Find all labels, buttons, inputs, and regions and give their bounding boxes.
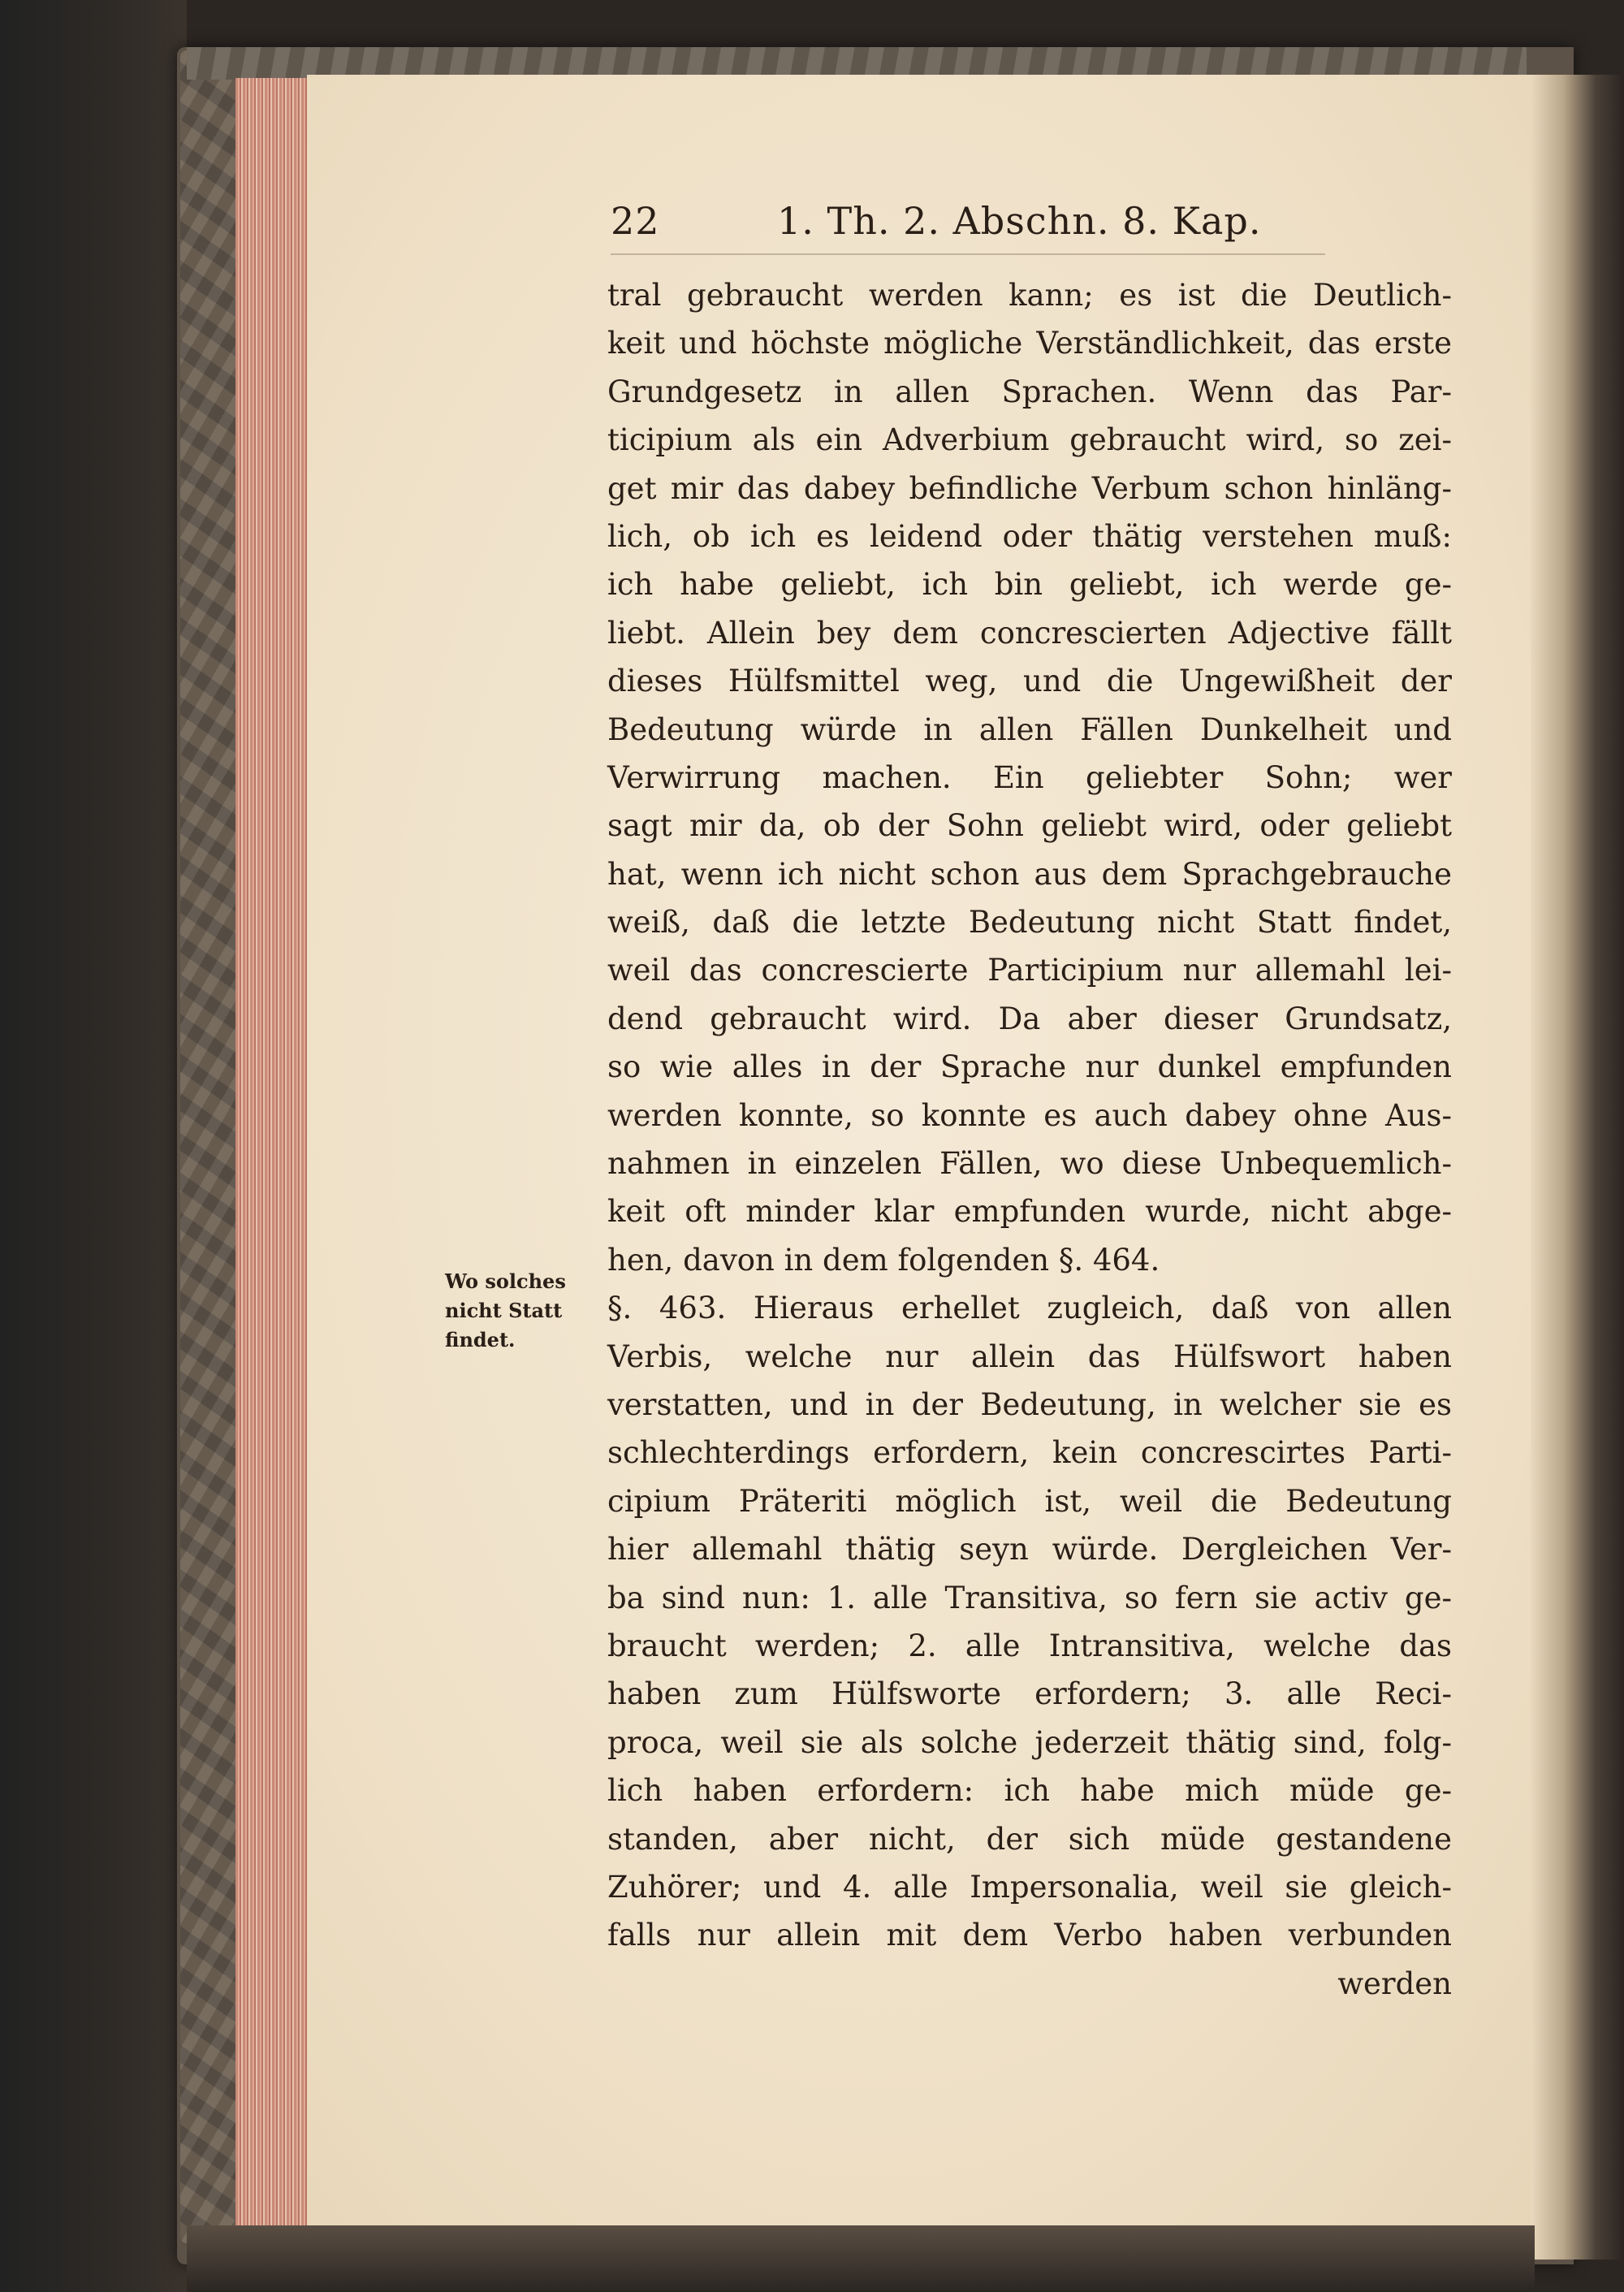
- margin-note: [445, 1267, 603, 1355]
- text-line: liebt. Allein bey dem concrescierten Adjective fällt: [607, 615, 1452, 651]
- text-line: hat, wenn ich nicht schon aus dem Sprachgebrauche: [607, 856, 1452, 892]
- running-head: 1. Th. 2. Abschn. 8. Kap.: [777, 199, 1262, 243]
- text-line: weil das concrescierte Participium nur allemahl lei-: [607, 953, 1452, 988]
- margin-note-line: Wo solches: [445, 1269, 566, 1293]
- page-number: 22: [611, 199, 660, 243]
- text-line: schlechterdings erfordern, kein concrescirtes Parti-: [607, 1435, 1452, 1471]
- text-line: lich haben erfordern: ich habe mich müde ge-: [607, 1773, 1452, 1809]
- book-gutter: [1531, 75, 1624, 2260]
- body-text: [607, 271, 1452, 2008]
- text-line: dieses Hülfsmittel weg, und die Ungewißheit der: [607, 664, 1452, 699]
- text-line: get mir das dabey befindliche Verbum schon hinläng-: [607, 470, 1452, 506]
- text-line: sagt mir da, ob der Sohn geliebt wird, oder geliebt: [607, 808, 1452, 844]
- text-line: keit oft minder klar empfunden wurde, nicht abge-: [607, 1194, 1452, 1230]
- text-line: §. 463. Hieraus erhellet zugleich, daß von allen: [607, 1291, 1452, 1326]
- page-edges: [235, 78, 309, 2230]
- text-line: tral gebraucht werden kann; es ist die Deutlich-: [607, 278, 1452, 313]
- text-line: proca, weil sie als solche jederzeit thätig sind, folg-: [607, 1724, 1452, 1760]
- text-line: weiß, daß die letzte Bedeutung nicht Statt findet,: [607, 905, 1452, 941]
- text-line: braucht werden; 2. alle Intransitiva, welche das: [607, 1628, 1452, 1663]
- marbled-cover-edge: [180, 50, 239, 2243]
- text-line: keit und höchste mögliche Verständlichkeit, das erste: [607, 326, 1452, 361]
- text-line: falls nur allein mit dem Verbo haben verbunden: [607, 1918, 1452, 1953]
- background: [0, 0, 187, 2292]
- text-line: dend gebraucht wird. Da aber dieser Grundsatz,: [607, 1001, 1452, 1036]
- page-header: [611, 199, 1423, 256]
- text-line: Verbis, welche nur allein das Hülfswort haben: [607, 1338, 1452, 1374]
- text-line: nahmen in einzelen Fällen, wo diese Unbequemlich-: [607, 1146, 1452, 1182]
- text-line: standen, aber nicht, der sich müde gestandene: [607, 1821, 1452, 1857]
- catchword: werden: [1337, 1965, 1452, 2001]
- text-line: haben zum Hülfsworte erfordern; 3. alle Reci-: [607, 1676, 1452, 1712]
- text-line: Verwirrung machen. Ein geliebter Sohn; wer: [607, 759, 1452, 795]
- margin-note-line: nicht Statt: [445, 1299, 563, 1322]
- text-line: lich, ob ich es leidend oder thätig verstehen muß:: [607, 518, 1452, 554]
- text-line: Bedeutung würde in allen Fällen Dunkelheit und: [607, 711, 1452, 747]
- bottom-shadow: [187, 2225, 1535, 2292]
- text-line: hen, davon in dem folgenden §. 464.: [607, 1242, 1160, 1278]
- text-line: Grundgesetz in allen Sprachen. Wenn das Par-: [607, 374, 1452, 409]
- text-line: werden konnte, so konnte es auch dabey ohne Aus-: [607, 1097, 1452, 1133]
- text-line: ba sind nun: 1. alle Transitiva, so fern sie activ ge-: [607, 1580, 1452, 1615]
- text-line: Zuhörer; und 4. alle Impersonalia, weil sie gleich-: [607, 1869, 1452, 1905]
- text-line: so wie alles in der Sprache nur dunkel empfunden: [607, 1049, 1452, 1085]
- text-line: verstatten, und in der Bedeutung, in welcher sie es: [607, 1386, 1452, 1422]
- text-line: cipium Präteriti möglich ist, weil die Bedeutung: [607, 1483, 1452, 1519]
- margin-note-line: findet.: [445, 1328, 516, 1351]
- text-line: ich habe geliebt, ich bin geliebt, ich werde ge-: [607, 567, 1452, 603]
- text-line: hier allemahl thätig seyn würde. Dergleichen Ver-: [607, 1532, 1452, 1568]
- text-line: ticipium als ein Adverbium gebraucht wird, so zei-: [607, 422, 1452, 458]
- header-rule: [611, 253, 1325, 255]
